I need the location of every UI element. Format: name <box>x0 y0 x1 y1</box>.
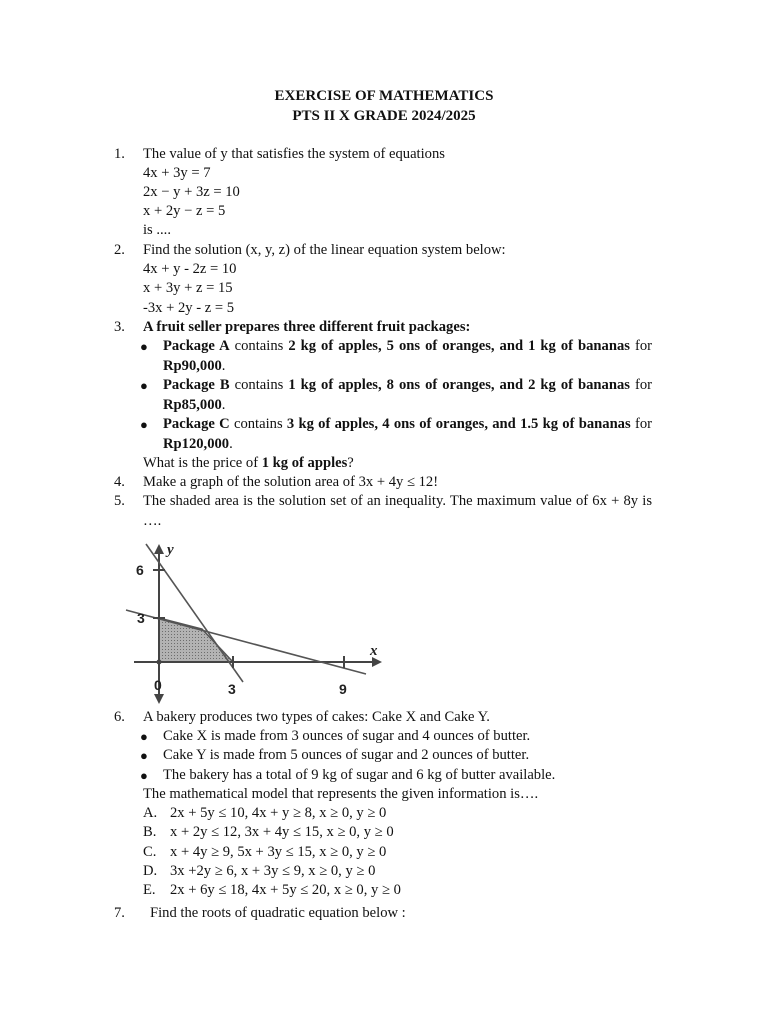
option-letter: A. <box>143 805 158 821</box>
question-number: 3. <box>114 319 125 335</box>
question-number: 1. <box>114 146 125 162</box>
option-letter: D. <box>143 863 158 879</box>
y-axis-arrow-icon <box>154 544 164 554</box>
origin-label: 0 <box>154 677 162 693</box>
question-number: 4. <box>114 474 125 490</box>
question-prompt: What is the price of 1 kg of apples? <box>143 455 354 471</box>
option-text: x + 2y ≤ 12, 3x + 4y ≤ 15, x ≥ 0, y ≥ 0 <box>170 824 394 840</box>
question-text: The value of y that satisfies the system of equations <box>143 146 445 162</box>
document-title: EXERCISE OF MATHEMATICS <box>274 88 494 104</box>
question-text: The shaded area is the solution set of an inequality. The maximum value of 6x + 8y is …. <box>143 493 652 529</box>
question-number: 2. <box>114 242 125 258</box>
origin-point <box>157 660 162 665</box>
question-tail: is .... <box>143 222 171 238</box>
y-tick-label: 3 <box>137 610 145 626</box>
question-number: 5. <box>114 493 125 509</box>
y-axis-label: y <box>167 542 174 558</box>
bullet-icon: ● <box>140 748 148 763</box>
option-text: 3x +2y ≥ 6, x + 3y ≤ 9, x ≥ 0, y ≥ 0 <box>170 863 376 879</box>
option-text: 2x + 5y ≤ 10, 4x + y ≥ 8, x ≥ 0, y ≥ 0 <box>170 805 387 821</box>
option-text: 2x + 6y ≤ 18, 4x + 5y ≤ 20, x ≥ 0, y ≥ 0 <box>170 882 401 898</box>
y-tick-label: 6 <box>136 562 144 578</box>
question-prompt: The mathematical model that represents the given information is…. <box>143 786 539 802</box>
question-text: Find the solution (x, y, z) of the linear equation system below: <box>143 242 506 258</box>
list-item: Cake X is made from 3 ounces of sugar and 4 ounces of butter. <box>163 728 531 744</box>
option-text: x + 4y ≥ 9, 5x + 3y ≤ 15, x ≥ 0, y ≥ 0 <box>170 844 387 860</box>
question-number: 6. <box>114 709 125 725</box>
x-axis-label: x <box>370 643 378 659</box>
y-axis-down-arrow-icon <box>154 694 164 704</box>
equation-line: x + 2y − z = 5 <box>143 203 226 219</box>
equation-line: 4x + 3y = 7 <box>143 165 211 181</box>
x-tick-label: 9 <box>339 681 347 697</box>
option-letter: C. <box>143 844 157 860</box>
equation-line: 2x − y + 3z = 10 <box>143 184 240 200</box>
bullet-icon: ● <box>140 729 148 744</box>
bullet-icon: ● <box>140 378 148 393</box>
list-item: The bakery has a total of 9 kg of sugar and 6 kg of butter available. <box>163 767 556 783</box>
package-a-item: Package A contains 2 kg of apples, 5 ons of oranges, and 1 kg of bananas for Rp90,000. <box>163 338 652 374</box>
equation-line: 4x + y - 2z = 10 <box>143 261 237 277</box>
bullet-icon: ● <box>140 339 148 354</box>
package-c-item: Package C contains 3 kg of apples, 4 ons of oranges, and 1.5 kg of bananas for Rp120,000. <box>163 416 652 452</box>
list-item: Cake Y is made from 5 ounces of sugar and 2 ounces of butter. <box>163 747 530 763</box>
option-letter: B. <box>143 824 157 840</box>
x-tick-label: 3 <box>228 681 236 697</box>
option-letter: E. <box>143 882 156 898</box>
question-number: 7. <box>114 905 125 921</box>
equation-line: -3x + 2y - z = 5 <box>143 300 235 316</box>
equation-line: x + 3y + z = 15 <box>143 280 233 296</box>
document-subtitle: PTS II X GRADE 2024/2025 <box>292 108 476 124</box>
shaded-solution-region <box>159 618 233 662</box>
inequality-graph <box>120 538 390 708</box>
question-text: Make a graph of the solution area of 3x + 4y ≤ 12! <box>143 474 439 490</box>
package-b-item: Package B contains 1 kg of apples, 8 ons of oranges, and 2 kg of bananas for Rp85,000. <box>163 377 652 413</box>
bullet-icon: ● <box>140 417 148 432</box>
bullet-icon: ● <box>140 768 148 783</box>
question-text: A fruit seller prepares three different fruit packages: <box>143 319 471 335</box>
question-text: A bakery produces two types of cakes: Cake X and Cake Y. <box>143 709 490 725</box>
question-text: Find the roots of quadratic equation below : <box>150 905 406 921</box>
